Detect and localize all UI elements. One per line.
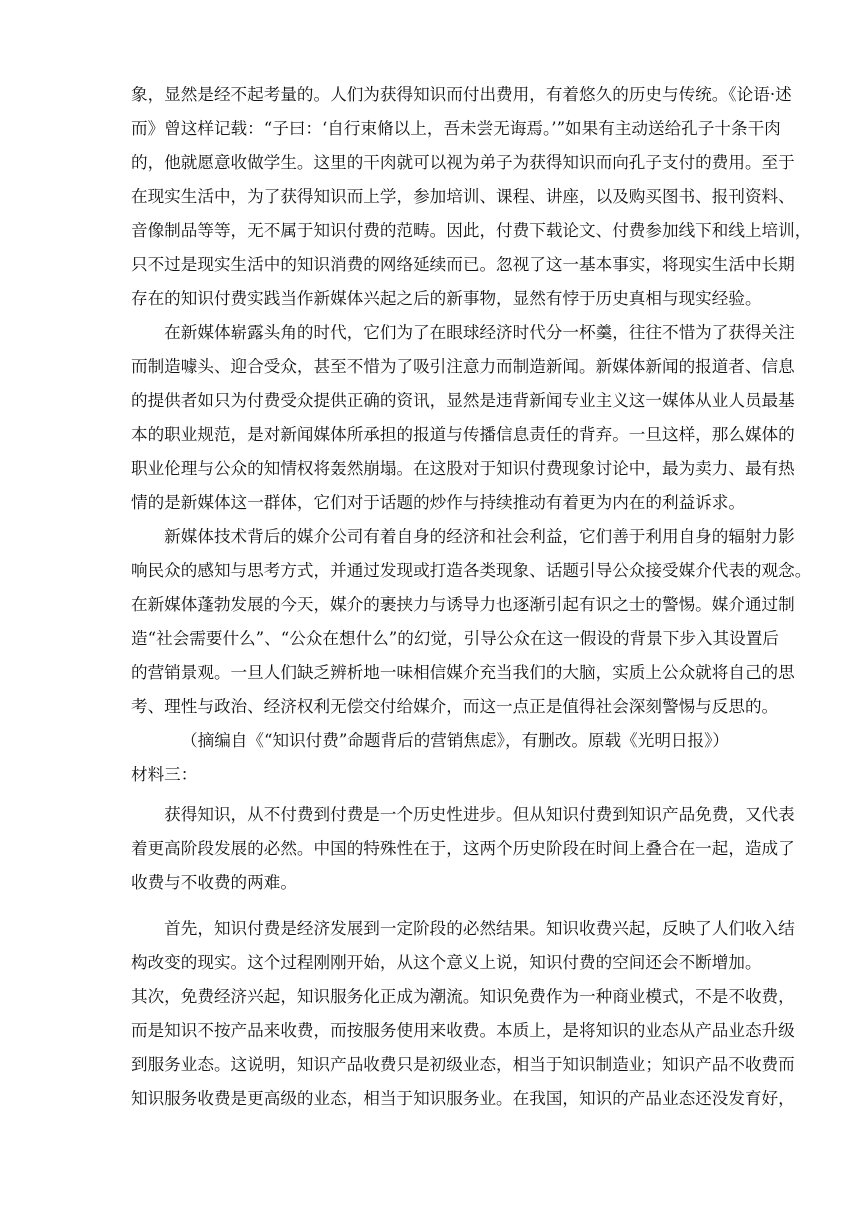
text-line: 只不过是现实生活中的知识消费的网络延续而已。忽视了这一基本事实，将现实生活中长期 bbox=[131, 255, 795, 274]
text-line: 响民众的感知与思考方式，并通过发现或打造各类现象、话题引导公众接受媒介代表的观念。 bbox=[131, 561, 812, 580]
text-line: 本的职业规范，是对新闻媒体所承担的报道与传播信息责任的背弃。一旦这样，那么媒体的 bbox=[131, 425, 795, 444]
paragraph-2 bbox=[131, 316, 795, 520]
text-line: 而》曾这样记载：“子曰：‘自行束脩以上，吾未尝无诲焉。’”如果有主动送给孔子十条干肉 bbox=[131, 119, 781, 138]
text-line: 在现实生活中，为了获得知识而上学，参加培训、课程、讲座，以及购买图书、报刊资料、 bbox=[131, 187, 795, 206]
text-line: 着更高阶段发展的必然。中国的特殊性在于，这两个历史阶段在时间上叠合在一起，造成了 bbox=[131, 839, 795, 858]
text-line: 首先，知识付费是经济发展到一定阶段的必然结果。知识收费兴起，反映了人们收入结 bbox=[131, 919, 795, 938]
text-line: 在新媒体崭露头角的时代，它们为了在眼球经济时代分一杯羹，往往不惜为了获得关注 bbox=[131, 323, 795, 342]
paragraph-4 bbox=[131, 798, 795, 900]
paragraph-3 bbox=[131, 520, 812, 724]
text-line: 在新媒体蓬勃发展的今天，媒介的裹挟力与诱导力也逐渐引起有识之士的警惕。媒介通过制 bbox=[131, 595, 795, 614]
material-heading: 材料三： bbox=[131, 765, 198, 784]
text-line: 而制造噱头、迎合受众，甚至不惜为了吸引注意力而制造新闻。新媒体新闻的报道者、信息 bbox=[131, 357, 795, 376]
paragraph-5 bbox=[131, 912, 795, 980]
text-line: 职业伦理与公众的知情权将轰然崩塌。在这股对于知识付费现象讨论中，最为卖力、最有热 bbox=[131, 459, 795, 478]
text-line: 知识服务收费是更高级的业态，相当于知识服务业。在我国，知识的产品业态还没发育好， bbox=[131, 1089, 795, 1108]
text-line: 象，显然是经不起考量的。人们为获得知识而付出费用，有着悠久的历史与传统。《论语·述 bbox=[131, 85, 792, 104]
text-line: 音像制品等等，无不属于知识付费的范畴。因此，付费下载论文、付费参加线下和线上培训， bbox=[131, 221, 812, 240]
text-line: 而是知识不按产品来收费，而按服务使用来收费。本质上，是将知识的业态从产品业态升级 bbox=[131, 1021, 795, 1040]
paragraph-1 bbox=[131, 78, 812, 316]
source-citation: （摘编自《“知识付费”命题背后的营销焦虑》，有删改。原载《光明日报》） bbox=[181, 731, 729, 750]
text-line: 的提供者如只为付费受众提供正确的资讯，显然是违背新闻专业主义这一媒体从业人员最基 bbox=[131, 391, 795, 410]
text-line: 造“社会需要什么”、“公众在想什么”的幻觉，引导公众在这一假设的背景下步入其设置后 bbox=[131, 629, 779, 648]
text-line: 到服务业态。这说明，知识产品收费只是初级业态，相当于知识制造业；知识产品不收费而 bbox=[131, 1055, 795, 1074]
text-line: 存在的知识付费实践当作新媒体兴起之后的新事物，显然有悖于历史真相与现实经验。 bbox=[131, 289, 762, 308]
text-line: 其次，免费经济兴起，知识服务化正成为潮流。知识免费作为一种商业模式，不是不收费， bbox=[131, 987, 795, 1006]
text-line: 的营销景观。一旦人们缺乏辨析地一味相信媒介充当我们的大脑，实质上公众就将自己的思 bbox=[131, 663, 795, 682]
text-line: 的，他就愿意收做学生。这里的干肉就可以视为弟子为获得知识而向孔子支付的费用。至于 bbox=[131, 153, 795, 172]
text-line: 构改变的现实。这个过程刚刚开始，从这个意义上说，知识付费的空间还会不断增加。 bbox=[131, 953, 762, 972]
text-line: 新媒体技术背后的媒介公司有着自身的经济和社会利益，它们善于利用自身的辐射力影 bbox=[131, 527, 795, 546]
text-line: 获得知识，从不付费到付费是一个历史性进步。但从知识付费到知识产品免费，又代表 bbox=[131, 805, 795, 824]
paragraph-6 bbox=[131, 980, 795, 1116]
text-line: 情的是新媒体这一群体，它们对于话题的炒作与持续推动有着更为内在的利益诉求。 bbox=[131, 493, 745, 512]
text-line: 收费与不收费的两难。 bbox=[131, 873, 297, 892]
text-line: 考、理性与政治、经济权利无偿交付给媒介，而这一点正是值得社会深刻警惕与反思的。 bbox=[131, 697, 779, 716]
